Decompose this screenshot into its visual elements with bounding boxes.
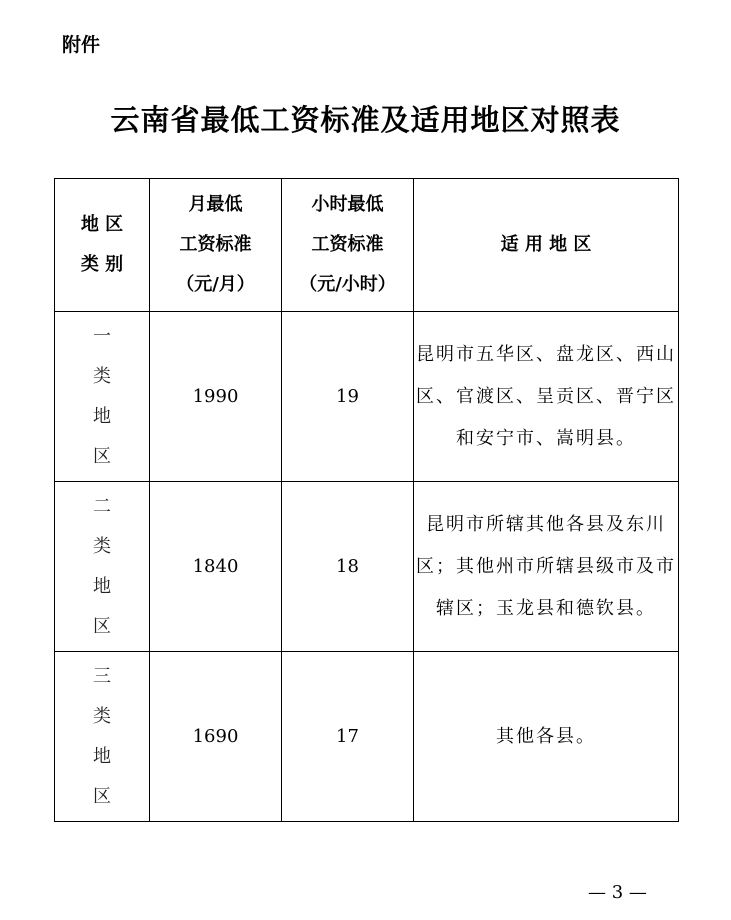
header-monthly-line-3: （元/月） <box>176 274 255 295</box>
header-monthly-line-2: 工资标准 <box>179 234 252 255</box>
header-hourly-line-2: 工资标准 <box>311 234 384 255</box>
header-monthly-wage <box>150 179 282 312</box>
document-title: 云南省最低工资标准及适用地区对照表 <box>110 103 621 137</box>
header-monthly-line-1: 月最低 <box>188 194 243 215</box>
table-row <box>55 482 679 652</box>
minimum-wage-table <box>54 178 679 822</box>
header-applicable-areas <box>414 179 679 312</box>
applicable-areas-cell: 昆明市所辖其他各县及东川区；其他州市所辖县级市及市辖区；玉龙县和德钦县。 <box>414 482 679 652</box>
header-region-type-line-1: 地 区 <box>80 214 124 235</box>
header-hourly-wage <box>282 179 414 312</box>
applicable-areas-cell: 昆明市五华区、盘龙区、西山区、官渡区、呈贡区、晋宁区和安宁市、嵩明县。 <box>414 312 679 482</box>
attachment-label: 附件 <box>62 34 101 56</box>
region-type-cell <box>55 312 150 482</box>
header-areas-label: 适 用 地 区 <box>500 234 592 255</box>
monthly-wage-cell: 1690 <box>150 652 282 822</box>
region-type-line-1: 三 类 <box>93 665 127 727</box>
region-type-line-2: 地 区 <box>93 405 127 467</box>
region-type-cell <box>55 652 150 822</box>
region-type-line-2: 地 区 <box>93 745 127 807</box>
header-hourly-line-1: 小时最低 <box>311 194 384 215</box>
monthly-wage-cell: 1840 <box>150 482 282 652</box>
applicable-areas-cell: 其他各县。 <box>414 652 679 822</box>
hourly-wage-cell: 19 <box>282 312 414 482</box>
hourly-wage-cell: 17 <box>282 652 414 822</box>
region-type-line-2: 地 区 <box>93 575 127 637</box>
header-region-type <box>55 179 150 312</box>
region-type-line-1: 一 类 <box>93 325 127 387</box>
header-hourly-line-3: （元/小时） <box>299 274 396 295</box>
region-type-line-1: 二 类 <box>93 495 127 557</box>
hourly-wage-cell: 18 <box>282 482 414 652</box>
region-type-cell <box>55 482 150 652</box>
table-header-row <box>55 179 679 312</box>
header-region-type-line-2: 类 别 <box>80 254 124 275</box>
table-row <box>55 312 679 482</box>
table-row <box>55 652 679 822</box>
page-number: — 3 — <box>588 882 647 903</box>
monthly-wage-cell: 1990 <box>150 312 282 482</box>
